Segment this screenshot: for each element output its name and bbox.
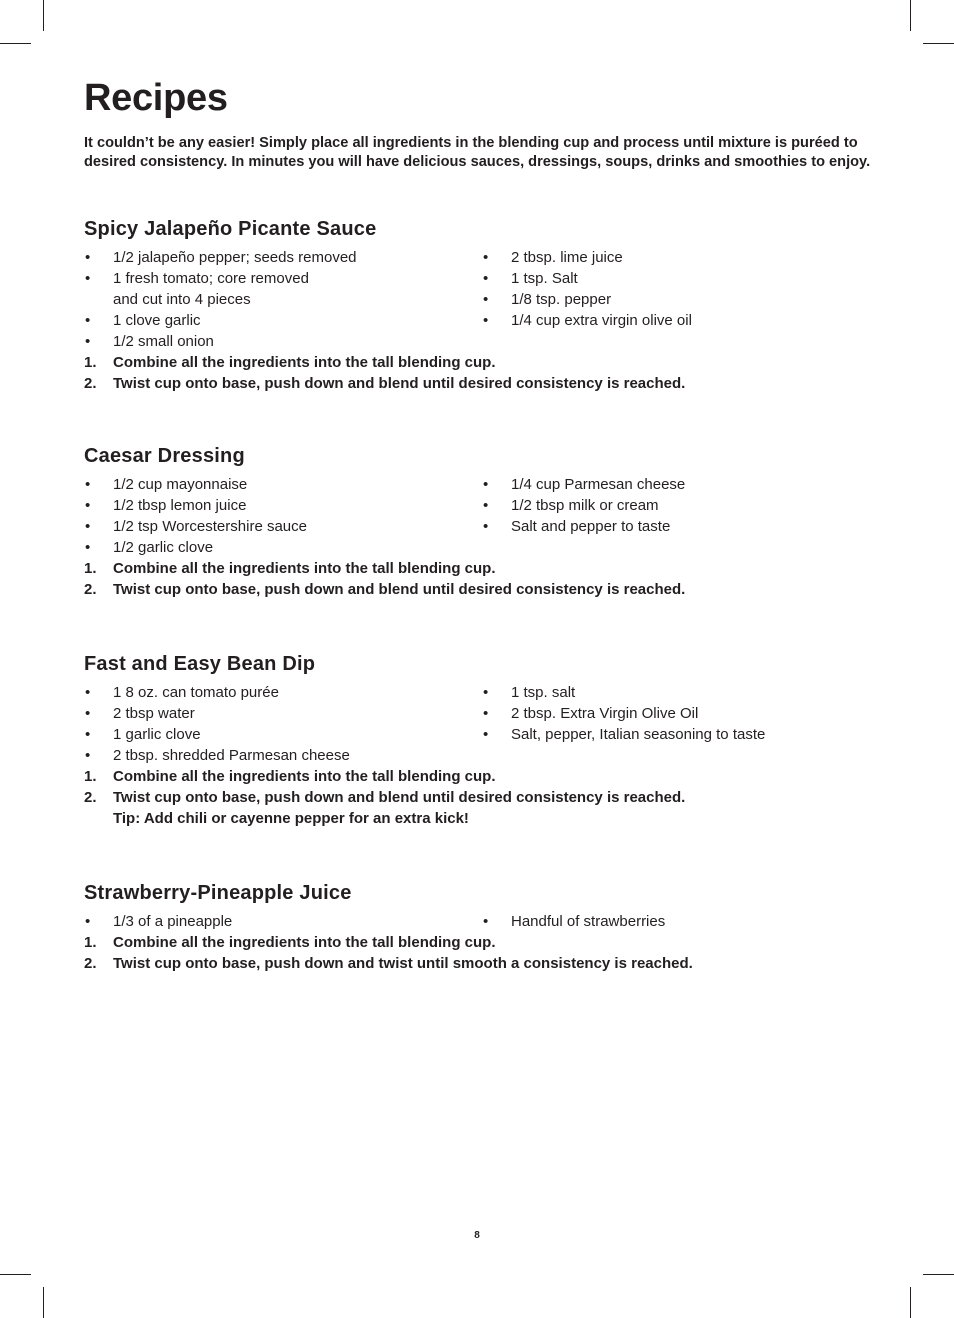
- ingredients-left-column: [84, 911, 474, 932]
- step-number: 1.: [84, 560, 97, 577]
- bullet-icon: •: [483, 249, 489, 266]
- recipe-fast-and-easy-bean-dip: [84, 649, 884, 829]
- step-number: 1.: [84, 768, 97, 785]
- ingredient-item: • Salt and pepper to taste: [483, 518, 671, 535]
- page-title: Recipes: [84, 77, 228, 119]
- ingredients: [84, 911, 884, 932]
- ingredients-right-column: [482, 682, 882, 745]
- crop-mark-bottom-right-vertical: [910, 1287, 911, 1318]
- ingredients-left-column: [84, 474, 474, 558]
- bullet-icon: •: [483, 684, 489, 701]
- crop-mark-top-left-horizontal: [0, 43, 31, 44]
- bullet-icon: •: [483, 913, 489, 930]
- ingredient-item: • 1 tsp. Salt: [483, 270, 578, 287]
- recipe-steps: [84, 932, 884, 974]
- ingredient-item: • 1/4 cup Parmesan cheese: [483, 476, 686, 493]
- step-item: 2. Twist cup onto base, push down and blend until desired consistency is reached.: [84, 375, 686, 392]
- bullet-icon: •: [483, 476, 489, 493]
- bullet-icon: •: [85, 497, 91, 514]
- bullet-icon: •: [85, 270, 91, 287]
- recipe-title: Spicy Jalapeño Picante Sauce: [84, 218, 377, 240]
- step-number: 2.: [84, 955, 97, 972]
- step-item: 1. Combine all the ingredients into the tall blending cup.: [84, 934, 496, 951]
- ingredients-left-column: [84, 247, 474, 352]
- step-item: 1. Combine all the ingredients into the tall blending cup.: [84, 768, 496, 785]
- ingredient-item: • 1/2 jalapeño pepper; seeds removed: [85, 249, 357, 266]
- ingredient-item: • 1 8 oz. can tomato purée: [85, 684, 279, 701]
- bullet-icon: •: [85, 333, 91, 350]
- ingredient-item: • 1/2 tbsp lemon juice: [85, 497, 247, 514]
- ingredient-item: • 1/8 tsp. pepper: [483, 291, 612, 308]
- ingredients-left-column: [84, 682, 474, 766]
- bullet-icon: •: [483, 270, 489, 287]
- step-item: 1. Combine all the ingredients into the tall blending cup.: [84, 560, 496, 577]
- bullet-icon: •: [85, 726, 91, 743]
- ingredient-item: • 1/2 small onion: [85, 333, 214, 350]
- ingredient-item: • 1 fresh tomato; core removed and cut into 4 pieces: [85, 270, 309, 308]
- ingredient-item: • Salt, pepper, Italian seasoning to taste: [483, 726, 766, 743]
- ingredient-item: • 2 tbsp. shredded Parmesan cheese: [85, 747, 350, 764]
- recipe-steps: [84, 766, 884, 808]
- ingredient-item: • 1/2 tbsp milk or cream: [483, 497, 659, 514]
- step-number: 2.: [84, 789, 97, 806]
- ingredient-item: • 1/2 cup mayonnaise: [85, 476, 248, 493]
- recipe-strawberry-pineapple-juice: [84, 878, 884, 974]
- crop-mark-top-left-vertical: [43, 0, 44, 31]
- bullet-icon: •: [85, 312, 91, 329]
- ingredient-item: • 1/3 of a pineapple: [85, 913, 233, 930]
- step-item: 2. Twist cup onto base, push down and blend until desired consistency is reached.: [84, 581, 686, 598]
- ingredient-item: • 2 tbsp. Extra Virgin Olive Oil: [483, 705, 699, 722]
- step-number: 1.: [84, 354, 97, 371]
- step-item: 2. Twist cup onto base, push down and blend until desired consistency is reached.: [84, 789, 686, 806]
- recipe-steps: [84, 352, 884, 394]
- recipe-title: Strawberry-Pineapple Juice: [84, 882, 352, 904]
- bullet-icon: •: [483, 497, 489, 514]
- bullet-icon: •: [483, 291, 489, 308]
- recipe-caesar-dressing: [84, 441, 884, 600]
- crop-mark-bottom-right-horizontal: [923, 1274, 954, 1275]
- ingredients-right-column: [482, 911, 882, 932]
- recipe-spicy-jalapeno-picante-sauce: [84, 214, 884, 394]
- recipe-steps: [84, 558, 884, 600]
- ingredient-item: • 1 clove garlic: [85, 312, 201, 329]
- step-item: 2. Twist cup onto base, push down and twist until smooth a consistency is reached.: [84, 955, 693, 972]
- crop-mark-bottom-left-horizontal: [0, 1274, 31, 1275]
- bullet-icon: •: [85, 476, 91, 493]
- bullet-icon: •: [85, 518, 91, 535]
- ingredients: [84, 682, 884, 766]
- bullet-icon: •: [85, 913, 91, 930]
- bullet-icon: •: [85, 539, 91, 556]
- ingredients: [84, 474, 884, 558]
- recipe-tip: Tip: Add chili or cayenne pepper for an extra kick!: [113, 810, 469, 827]
- step-number: 1.: [84, 934, 97, 951]
- ingredient-item: • 1 garlic clove: [85, 726, 201, 743]
- bullet-icon: •: [85, 249, 91, 266]
- bullet-icon: •: [85, 684, 91, 701]
- page-number: 8: [474, 1230, 480, 1241]
- crop-mark-bottom-left-vertical: [43, 1287, 44, 1318]
- step-number: 2.: [84, 581, 97, 598]
- ingredients-right-column: [482, 247, 882, 331]
- step-number: 2.: [84, 375, 97, 392]
- ingredients: [84, 247, 884, 352]
- ingredients-right-column: [482, 474, 882, 537]
- bullet-icon: •: [85, 747, 91, 764]
- bullet-icon: •: [483, 312, 489, 329]
- ingredient-item: • 1/4 cup extra virgin olive oil: [483, 312, 692, 329]
- crop-mark-top-right-horizontal: [923, 43, 954, 44]
- ingredient-item: • Handful of strawberries: [483, 913, 666, 930]
- recipe-title: Caesar Dressing: [84, 445, 245, 467]
- ingredient-item: • 1/2 garlic clove: [85, 539, 214, 556]
- ingredient-item: • 1/2 tsp Worcestershire sauce: [85, 518, 307, 535]
- step-item: 1. Combine all the ingredients into the tall blending cup.: [84, 354, 496, 371]
- bullet-icon: •: [483, 726, 489, 743]
- ingredient-item: • 2 tbsp water: [85, 705, 195, 722]
- bullet-icon: •: [483, 518, 489, 535]
- ingredient-item: • 1 tsp. salt: [483, 684, 576, 701]
- bullet-icon: •: [85, 705, 91, 722]
- recipe-title: Fast and Easy Bean Dip: [84, 653, 316, 675]
- intro-paragraph: It couldn’t be any easier! Simply place all ingredients in the blending cup and process until mixture is puréed to desired consistency. In minutes you will have delicious sauces, dressings, soups, drinks and smoothies to enjoy.: [84, 135, 871, 170]
- ingredient-item: • 2 tbsp. lime juice: [483, 249, 623, 266]
- crop-mark-top-right-vertical: [910, 0, 911, 31]
- bullet-icon: •: [483, 705, 489, 722]
